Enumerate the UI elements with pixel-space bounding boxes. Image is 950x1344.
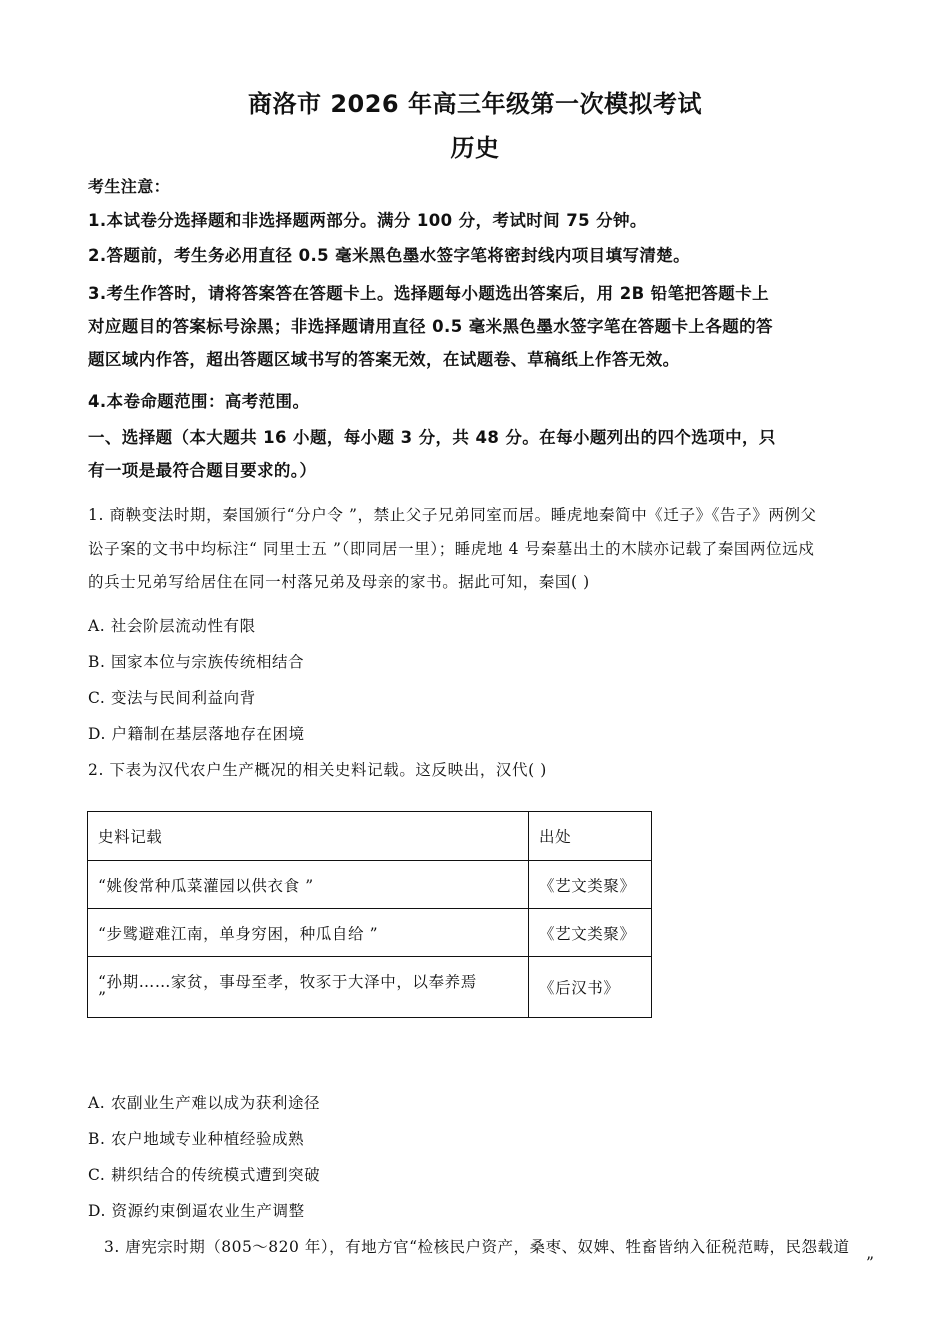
q2-option-c: C. 耕织结合的传统模式遭到突破 <box>88 1166 321 1184</box>
q2-option-a: A. 农副业生产难以成为获利途径 <box>88 1094 321 1112</box>
table-cell: 《后汉书》 <box>529 957 652 1018</box>
q1-stem-line: 讼子案的文书中均标注“ 同里士五 ”（即同居一里）；睡虎地 4 号秦墓出土的木牍亦记载了秦国两位远戍 <box>88 540 815 558</box>
section-heading: 一、选择题（本大题共 16 小题，每小题 3 分，共 48 分。在每小题列出的四个选项中，只 <box>88 428 776 447</box>
table-cell: 《艺文类聚》 <box>529 861 652 909</box>
notice-heading: 考生注意： <box>88 177 171 196</box>
table-header-cell: 史料记载 <box>88 812 529 861</box>
table-cell: “姚俊常种瓜菜灌园以供衣食 ” <box>88 861 529 909</box>
notice-item: 对应题目的答案标号涂黑；非选择题请用直径 0.5 毫米黑色墨水签字笔在答题卡上各题的答 <box>88 317 773 336</box>
notice-item: 1.本试卷分选择题和非选择题两部分。满分 100 分，考试时间 75 分钟。 <box>88 211 647 230</box>
table-row <box>88 957 652 1018</box>
section-heading-cont: 有一项是最符合题目要求的。） <box>88 461 317 480</box>
q2-option-d: D. 资源约束倒逼农业生产调整 <box>88 1202 305 1220</box>
q2-stem: 2. 下表为汉代农户生产概况的相关史料记载。这反映出，汉代( ) <box>88 761 547 779</box>
q1-stem-line: 的兵士兄弟写给居住在同一村落兄弟及母亲的家书。据此可知，秦国( ) <box>88 573 590 591</box>
q1-option-a: A. 社会阶层流动性有限 <box>88 617 256 635</box>
q1-option-c: C. 变法与民间利益向背 <box>88 689 256 707</box>
table-header-row <box>88 812 652 861</box>
q3-stem-line: 3. 唐宪宗时期（805～820 年），有地方官“检核民户资产，桑枣、奴婢、牲畜皆纳入征税范畴，民怨载道 <box>104 1238 850 1256</box>
notice-item: 2.答题前，考生务必用直径 0.5 毫米黑色墨水签字笔将密封线内项目填写清楚。 <box>88 246 691 265</box>
q1-option-d: D. 户籍制在基层落地存在困境 <box>88 725 305 743</box>
notice-item: 4.本卷命题范围：高考范围。 <box>88 392 310 411</box>
table-cell-quote-tail: ” <box>98 989 107 1007</box>
table-row <box>88 861 652 909</box>
q2-option-b: B. 农户地域专业种植经验成熟 <box>88 1130 305 1148</box>
q2-source-table <box>87 811 652 1018</box>
q1-option-b: B. 国家本位与宗族传统相结合 <box>88 653 305 671</box>
exam-title: 商洛市 2026 年高三年级第一次模拟考试 <box>247 90 702 118</box>
q1-stem-line: 1. 商鞅变法时期，秦国颁行“分户令 ”，禁止父子兄弟同室而居。睡虎地秦简中《迁子》《告子》两例父 <box>88 506 817 524</box>
table-header-cell: 出处 <box>529 812 652 861</box>
table-cell <box>88 957 529 1018</box>
q3-stem-tail: ” <box>866 1254 875 1272</box>
table-cell: 《艺文类聚》 <box>529 909 652 957</box>
table-row <box>88 909 652 957</box>
subject-title: 历史 <box>450 134 500 162</box>
notice-item: 题区域内作答，超出答题区域书写的答案无效，在试题卷、草稿纸上作答无效。 <box>88 350 680 369</box>
table-cell: “步骘避难江南，单身穷困，种瓜自给 ” <box>88 909 529 957</box>
table-cell-text: “孙期……家贫，事母至孝，牧豕于大泽中，以奉养焉 <box>98 973 477 991</box>
notice-item: 3.考生作答时，请将答案答在答题卡上。选择题每小题选出答案后，用 2B 铅笔把答题卡上 <box>88 284 769 303</box>
